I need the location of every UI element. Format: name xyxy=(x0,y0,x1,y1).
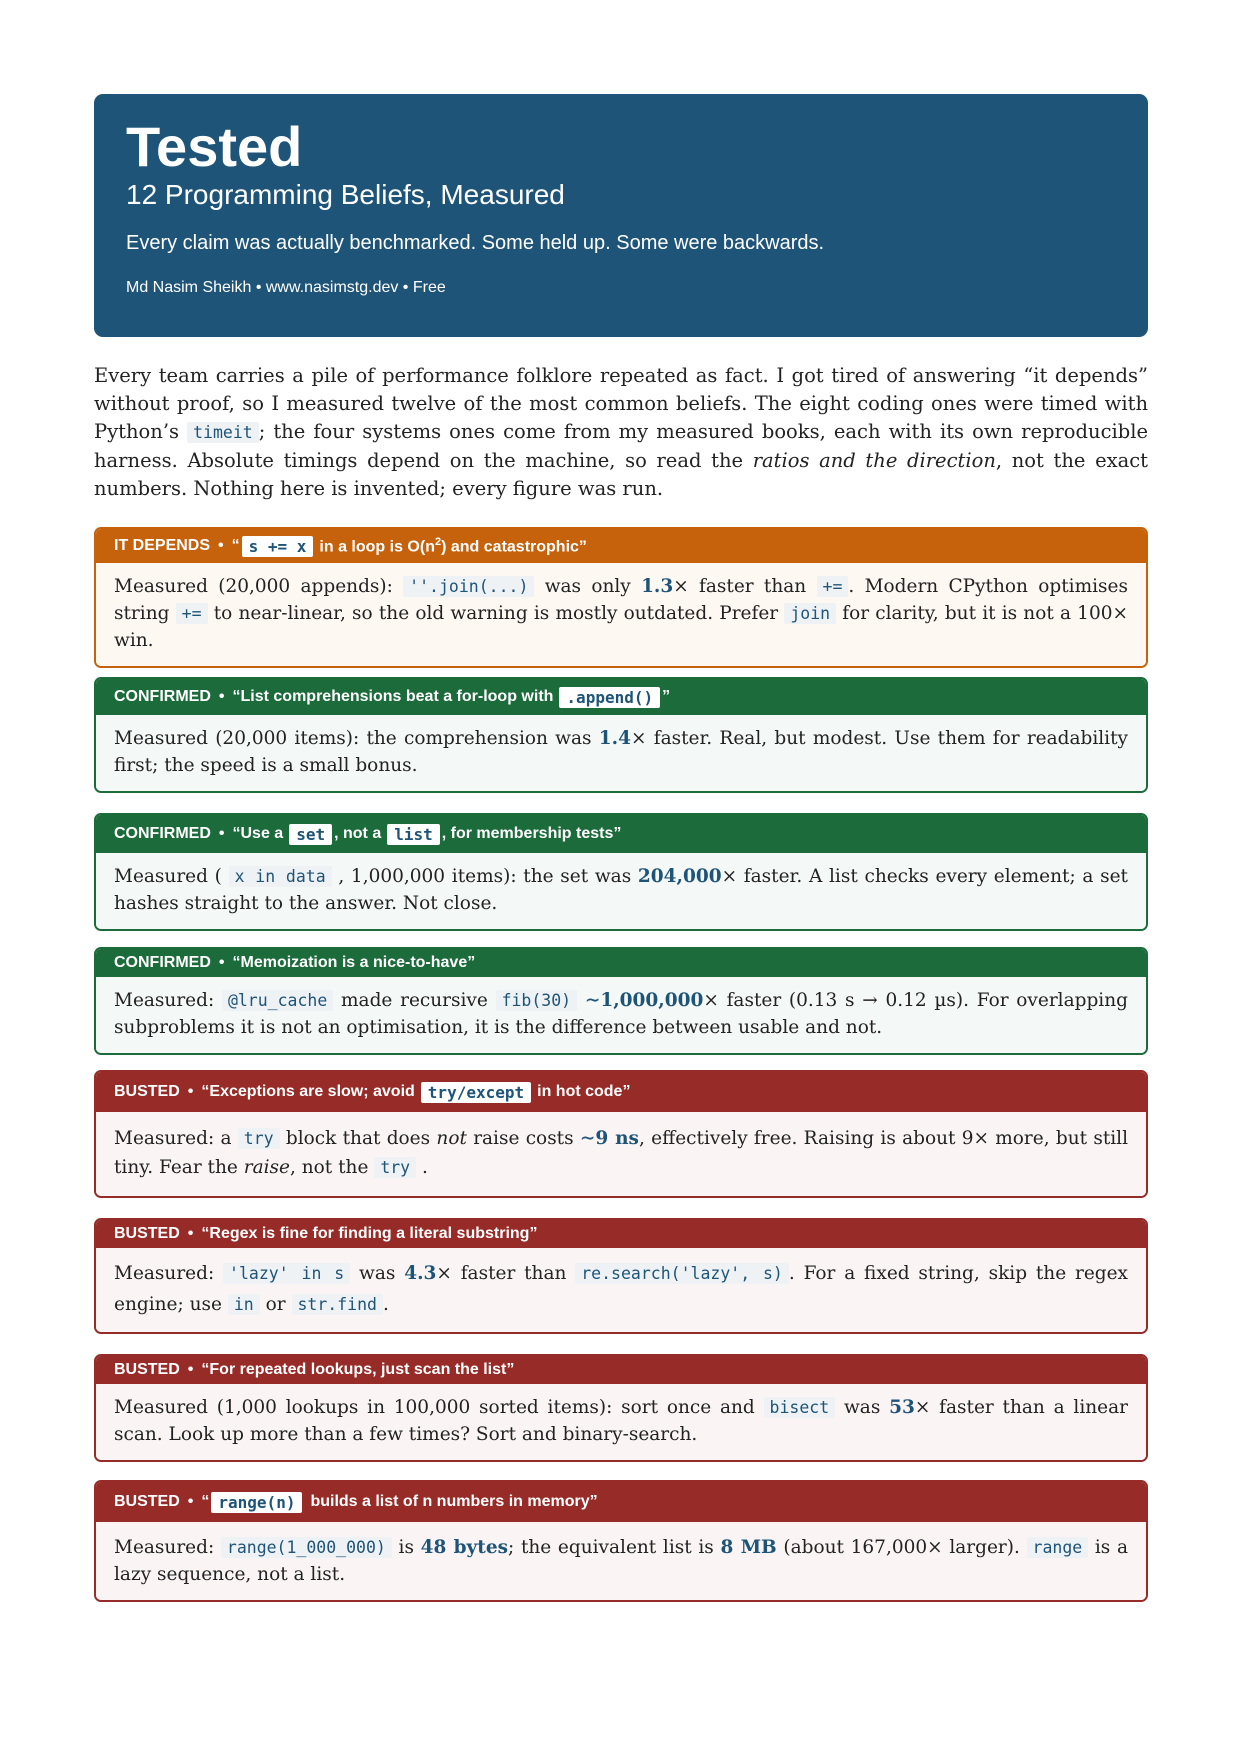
verdict-label: CONFIRMED xyxy=(114,688,211,705)
claim-code: list xyxy=(387,824,440,845)
card-body: Measured: range(1_000_000) is 48 bytes; the equivalent list is 8 MB (about 167,000× larger). range is a lazy sequence, not a list. xyxy=(96,1522,1146,1600)
verdict-bar: CONFIRMED • “Memoization is a nice-to-have” xyxy=(96,949,1146,977)
claim-text: in a loop is $O(n^2)$ and catastrophic” xyxy=(319,535,587,556)
intro-paragraph: Every team carries a pile of performance folklore repeated as fact. I got tired of answering “it depends” without proof, so I measured twelve of the most common beliefs. The eight coding ones were timed with Python’s timeit ; the four systems ones come from my measured books, each with its own reproducible harness. Absolute timings depend on the machine, so read the ratios and the direction, not the exact numbers. Nothing here is invented; every figure was run. xyxy=(94,364,1149,500)
byline: Md Nasim Sheikh • www.nasimstg.dev • Free xyxy=(126,279,446,296)
card-body: Measured ( x in data , 1,000,000 items): the set was 204,000× faster. A list checks every element; a set hashes straight to the answer. Not close. xyxy=(96,853,1146,929)
claim-text: “List comprehensions beat a for-loop with xyxy=(232,688,554,705)
claim-card-regex xyxy=(94,1218,1148,1334)
verdict-bar: BUSTED • “ range(n) builds a list of n numbers in memory” xyxy=(96,1482,1146,1522)
verdict-label: IT DEPENDS xyxy=(114,537,211,554)
verdict-bar: CONFIRMED • “List comprehensions beat a for-loop with .append() ” xyxy=(96,679,1146,715)
inline-code: timeit xyxy=(187,422,259,443)
claim-text: builds a list of n numbers in memory” xyxy=(310,1493,598,1510)
claim-card-exceptions xyxy=(94,1070,1148,1198)
header-banner xyxy=(94,94,1148,337)
claim-card-set-membership xyxy=(94,813,1148,931)
claim-text: “Memoization is a nice-to-have” xyxy=(232,954,476,971)
verdict-bar: BUSTED • “For repeated lookups, just scan the list” xyxy=(96,1356,1146,1384)
claim-card-list-comprehension xyxy=(94,677,1148,793)
card-body: Measured: @lru_cache made recursive fib(30) ∼1,000,000× faster (0.13 s → 0.12 µs). For overlapping subproblems it is not an optimisation, it is the difference between usable and not. xyxy=(96,977,1146,1053)
card-body: Measured: 'lazy' in s was 4.3× faster than re.search('lazy', s) . For a fixed string, skip the regex engine; use in or str.find . xyxy=(96,1248,1146,1332)
verdict-label: BUSTED xyxy=(114,1083,180,1100)
claim-card-range xyxy=(94,1480,1148,1602)
verdict-label: BUSTED xyxy=(114,1361,180,1378)
verdict-bar: BUSTED • “Regex is fine for finding a literal substring” xyxy=(96,1220,1146,1248)
claim-text: “Regex is fine for finding a literal substring” xyxy=(201,1225,538,1242)
card-body: Measured (20,000 appends): ''.join(...) was only 1.3× faster than += . Modern CPython optimises string += to near-linear, so the old warning is mostly outdated. Prefer join for clarity, but it is not a 100× win. xyxy=(96,563,1146,666)
tagline: Every claim was actually benchmarked. Some held up. Some were backwards. xyxy=(126,232,825,254)
claim-code: set xyxy=(289,824,332,845)
claim-card-string-concat xyxy=(94,527,1148,668)
card-body: Measured (1,000 lookups in 100,000 sorted items): sort once and bisect was 53× faster than a linear scan. Look up more than a few times? Sort and binary-search. xyxy=(96,1384,1146,1460)
claim-code: s += x xyxy=(242,536,314,557)
card-body: Measured: a try block that does not raise costs ∼9 ns, effectively free. Raising is about 9× more, but still tiny. Fear the raise, not the try . xyxy=(96,1112,1146,1196)
verdict-bar: BUSTED • “Exceptions are slow; avoid try/except in hot code” xyxy=(96,1072,1146,1112)
claim-card-memoization xyxy=(94,947,1148,1055)
claim-card-bisect xyxy=(94,1354,1148,1462)
claim-code: try/except xyxy=(421,1082,531,1103)
claim-code: .append() xyxy=(559,687,660,708)
verdict-bar: CONFIRMED • “Use a set , not a list , for membership tests” xyxy=(96,815,1146,853)
claim-code: range(n) xyxy=(211,1492,302,1513)
verdict-label: BUSTED xyxy=(114,1493,180,1510)
verdict-label: CONFIRMED xyxy=(114,954,211,971)
verdict-bar: IT DEPENDS • “ s += x in a loop is $O(n^2)$ and catastrophic” xyxy=(96,529,1146,563)
card-body: Measured (20,000 items): the comprehension was 1.4× faster. Real, but modest. Use them for readability first; the speed is a small bonus. xyxy=(96,715,1146,791)
page-subtitle: 12 Programming Beliefs, Measured xyxy=(126,179,565,210)
verdict-label: CONFIRMED xyxy=(114,825,211,842)
claim-text: “For repeated lookups, just scan the list” xyxy=(201,1361,515,1378)
verdict-label: BUSTED xyxy=(114,1225,180,1242)
page-title: Tested xyxy=(126,115,303,178)
